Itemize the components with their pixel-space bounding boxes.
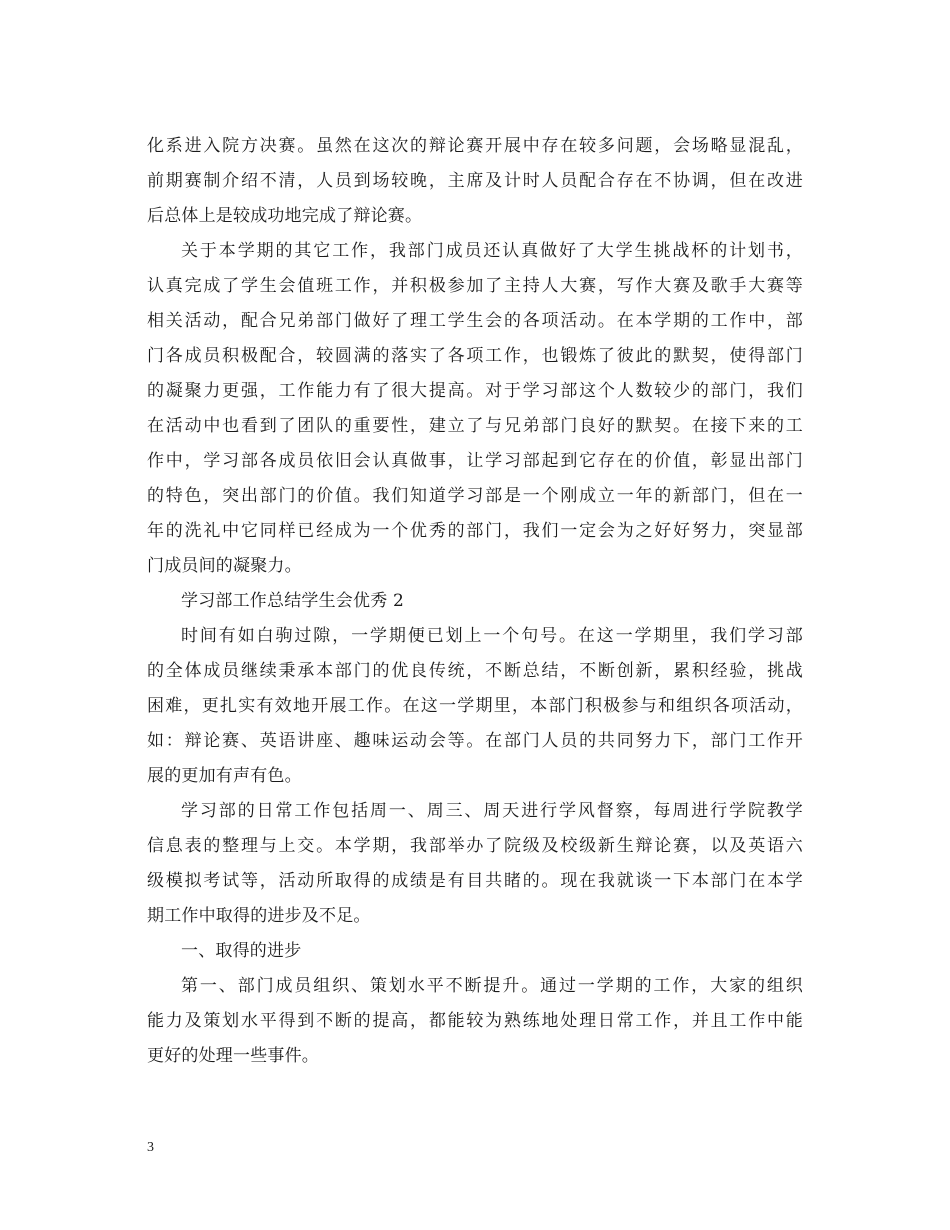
text-line: 级模拟考试等，活动所取得的成绩是有目共睹的。现在我就谈一下本部门在本学: [147, 871, 803, 891]
text-line: 年的洗礼中它同样已经成为一个优秀的部门，我们一定会为之好好努力，突显部: [147, 521, 803, 541]
text-line: 困难，更扎实有效地开展工作。在这一学期里，本部门积极参与和组织各项活动，: [147, 696, 803, 716]
text-line: 门成员间的凝聚力。: [147, 556, 302, 576]
text-line: 的全体成员继续秉承本部门的优良传统，不断总结，不断创新，累积经验，挑战: [147, 661, 803, 681]
text-line: 作中，学习部各成员依旧会认真做事，让学习部起到它存在的价值，彰显出部门: [147, 451, 803, 471]
text-line: 认真完成了学生会值班工作，并积极参加了主持人大赛，写作大赛及歌手大赛等: [147, 276, 803, 296]
text-line: 相关活动，配合兄弟部门做好了理工学生会的各项活动。在本学期的工作中，部: [147, 311, 803, 331]
text-line: 一、取得的进步: [181, 941, 302, 961]
text-line: 的凝聚力更强，工作能力有了很大提高。对于学习部这个人数较少的部门，我们: [147, 381, 803, 401]
text-line: 门各成员积极配合，较圆满的落实了各项工作，也锻炼了彼此的默契，使得部门: [147, 346, 803, 366]
text-line: 信息表的整理与上交。本学期，我部举办了院级及校级新生辩论赛，以及英语六: [147, 836, 803, 856]
text-line: 关于本学期的其它工作，我部门成员还认真做好了大学生挑战杯的计划书，: [181, 241, 803, 261]
text-line: 在活动中也看到了团队的重要性，建立了与兄弟部门良好的默契。在接下来的工: [147, 416, 803, 436]
text-line: 第一、部门成员组织、策划水平不断提升。通过一学期的工作，大家的组织: [181, 976, 803, 996]
text-line: 学习部的日常工作包括周一、周三、周天进行学风督察，每周进行学院教学: [181, 801, 803, 821]
page-number: 3: [147, 1140, 154, 1155]
text-line: 的特色，突出部门的价值。我们知道学习部是一个刚成立一年的新部门，但在一: [147, 486, 803, 506]
text-line: 展的更加有声有色。: [147, 766, 302, 786]
text-line: 时间有如白驹过隙，一学期便已划上一个句号。在这一学期里，我们学习部: [181, 626, 803, 646]
text-line: 期工作中取得的进步及不足。: [147, 906, 371, 926]
document-body: [147, 129, 803, 1074]
text-line: 更好的处理一些事件。: [147, 1046, 319, 1066]
text-line: 化系进入院方决赛。虽然在这次的辩论赛开展中存在较多问题，会场略显混乱，: [147, 136, 803, 156]
text-line: 能力及策划水平得到不断的提高，都能较为熟练地处理日常工作，并且工作中能: [147, 1011, 803, 1031]
text-line: 后总体上是较成功地完成了辩论赛。: [147, 206, 423, 226]
text-line: 如：辩论赛、英语讲座、趣味运动会等。在部门人员的共同努力下，部门工作开: [147, 731, 803, 751]
text-line: 学习部工作总结学生会优秀 2: [181, 591, 405, 611]
text-line: 前期赛制介绍不清，人员到场较晚，主席及计时人员配合存在不协调，但在改进: [147, 171, 803, 191]
